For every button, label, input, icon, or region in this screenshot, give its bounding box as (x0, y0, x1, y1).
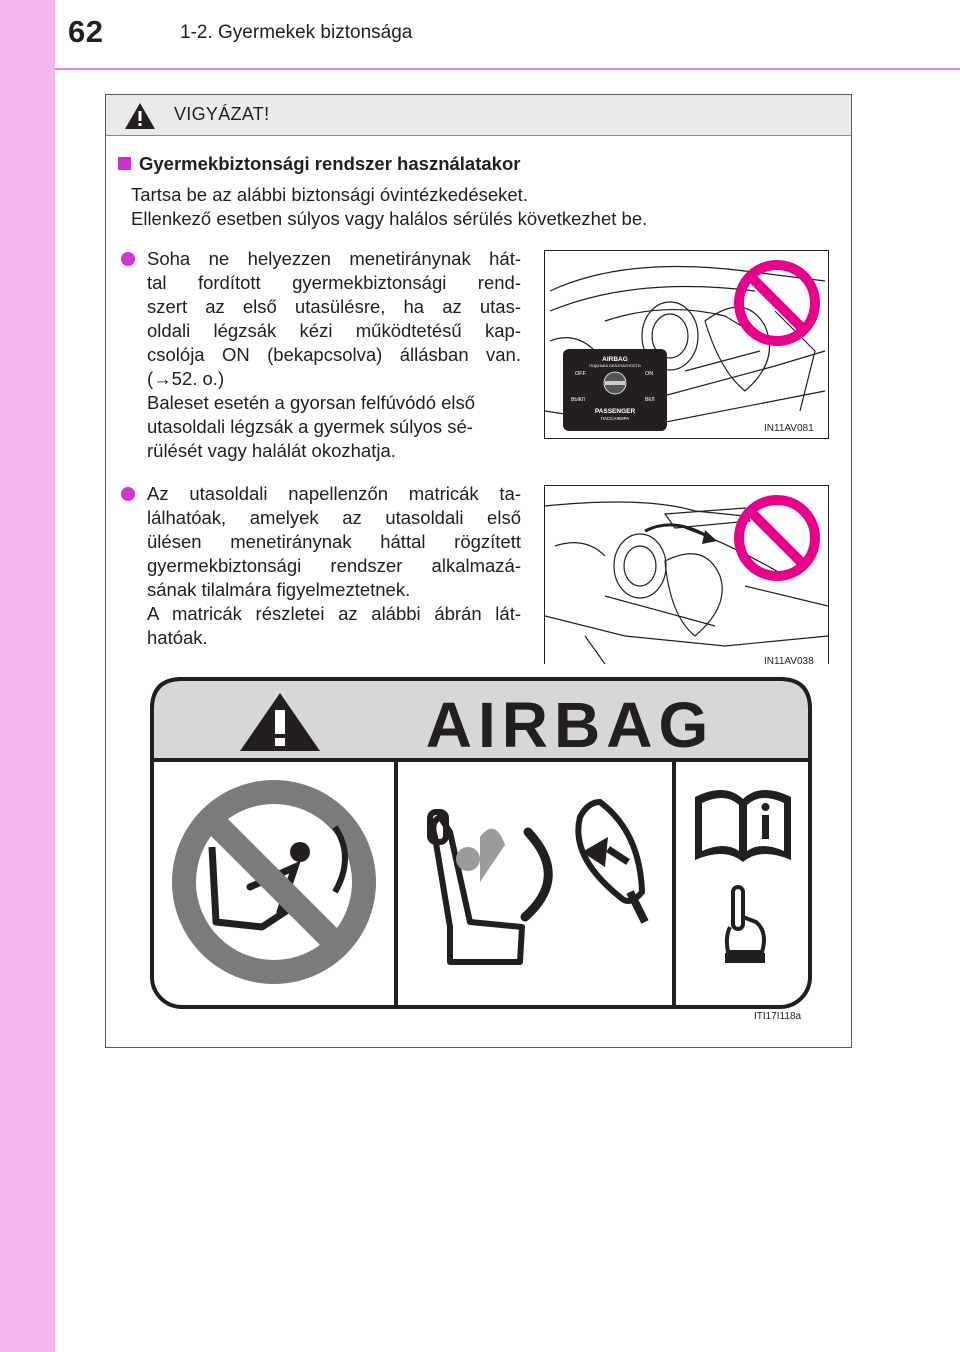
car-interior-illustration (545, 251, 828, 438)
caution-header (106, 95, 851, 136)
figure-code: IN11AV081 (764, 423, 814, 434)
bullet-text: Soha ne helyezzen menetiránynak hát- tal fordított gyermekbiztonsági rend- szert az első utasülésre, ha az utas- oldali légzsák kézi működtetésű kap- csolója ON (bekapcsolva) állásban van. (→52. o.) Baleset esetén a gyorsan felfúvódó első utasoldali légzsák a gyermek súlyos sé- rülését vagy halálát okozhatja. (147, 248, 521, 461)
svg-text:ПОДУШКА БЕЗОПАСНОСТИ: ПОДУШКА БЕЗОПАСНОСТИ (589, 364, 641, 368)
bullet-text: Az utasoldali napellenzőn matricák ta- lálhatóak, amelyek az utasoldali első ülésen menetiránynak háttal rögzített gyermekbiztonsági rendszer alkalmazá- sának tilalmára figyelmeztetnek. A matricák részletei az alábbi ábrán lát- hatóak. (147, 483, 521, 648)
svg-text:ВКЛ: ВКЛ (645, 397, 655, 403)
bullet-item (121, 482, 521, 650)
square-bullet-icon (118, 157, 131, 170)
caution-subheading: Gyermekbiztonsági rendszer használatakor (118, 153, 520, 175)
page-number: 62 (68, 14, 104, 49)
figure-sun-visor (544, 485, 829, 664)
warning-triangle-icon (124, 102, 156, 130)
car-interior-illustration (545, 486, 828, 664)
svg-text:ON: ON (645, 371, 654, 377)
intro-line: Tartsa be az alábbi biztonsági óvintézkedéseket. (131, 184, 528, 205)
figure-airbag-switch (544, 250, 829, 439)
bullet-dot-icon (121, 487, 135, 501)
section-title: 1-2. Gyermekek biztonsága (180, 22, 413, 43)
caution-title: VIGYÁZAT! (174, 104, 270, 124)
caution-intro (131, 183, 647, 231)
label-code: ITI17I118a (754, 1011, 802, 1022)
svg-text:PASSENGER: PASSENGER (594, 408, 636, 415)
svg-text:AIRBAG: AIRBAG (602, 356, 628, 363)
airbag-label-graphic (150, 677, 812, 1009)
header-rule (55, 68, 960, 70)
intro-line: Ellenkező esetben súlyos vagy halálos sérülés következhet be. (131, 208, 648, 229)
airbag-warning-label (150, 677, 812, 1014)
svg-text:ПАССАЖИРА: ПАССАЖИРА (600, 416, 630, 421)
bullet-dot-icon (121, 252, 135, 266)
side-bar (0, 0, 55, 1352)
prohibition-icon (172, 780, 376, 984)
bullet-item (121, 247, 521, 463)
svg-text:ВЫКЛ: ВЫКЛ (571, 397, 585, 403)
manual-book-icon (695, 790, 791, 862)
svg-text:OFF: OFF (575, 371, 586, 377)
figure-code: IN11AV038 (764, 656, 814, 664)
svg-text:AIRBAG: AIRBAG (425, 689, 715, 761)
